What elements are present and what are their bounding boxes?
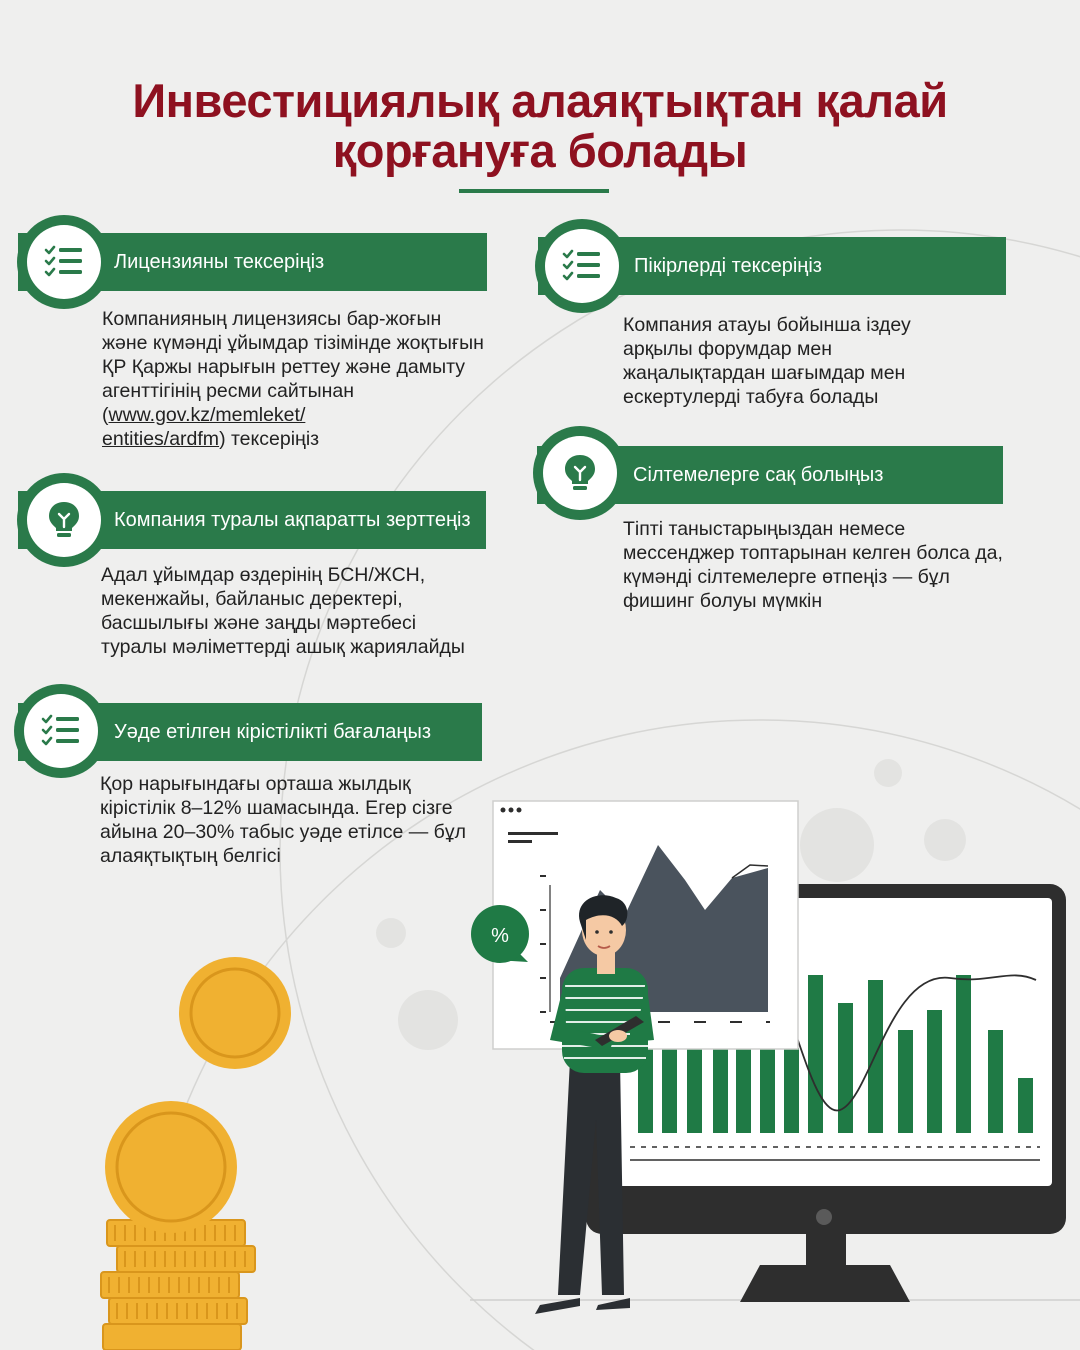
card-heading: Сілтемелерге сақ болыңыз (633, 463, 884, 486)
title-underline (459, 189, 609, 193)
card-icon-circle (17, 473, 111, 567)
svg-text:%: % (491, 925, 509, 947)
card-icon-circle (14, 684, 108, 778)
card-heading: Лицензияны тексеріңіз (114, 250, 325, 273)
checklist-icon (44, 245, 84, 279)
card-icon-circle (17, 215, 111, 309)
checklist-icon (41, 714, 81, 748)
card-icon-circle (533, 426, 627, 520)
coin-stack (101, 1220, 255, 1350)
card-description: Тіпті таныстарыңыздан немесе мессенджер топтарынан келген болса да, күмәнді сілтемелерге өтпеңіз — бұл фишинг болуы мүмкін (623, 518, 1003, 612)
card-description: Қор нарығындағы орташа жылдық кірістілік 8–12% шамасында. Егер сізге айына 20–30% табыс уәде етілсе — бұл алаяқтықтың белгісі (100, 773, 466, 867)
percent-badge (471, 905, 529, 963)
card-description: Компания атауы бойынша іздеу арқылы форумдар мен жаңалықтардан шағымдар мен ескертулерді табуға болады (623, 314, 911, 408)
analytics-illustration (470, 790, 1080, 1330)
card-heading: Компания туралы ақпаратты зерттеңіз (114, 508, 471, 531)
card-description: Адал ұйымдар өздерінің БСН/ЖСН, мекенжайы, байланыс деректері, басшылығы және заңды мәртебесі туралы мәліметтерді ашық жариялайды (101, 564, 465, 658)
card-heading: Уәде етілген кірістілікті бағалаңыз (114, 720, 432, 743)
page-title: Инвестициялық алаяқтықтан қалай қорғануға болады (132, 74, 948, 177)
card-icon-circle (535, 219, 629, 313)
lightbulb-icon (563, 453, 597, 493)
card-description: Компанияның лицензиясы бар-жоғын және күмәнді ұйымдар тізімінде жоқтығын ҚР Қаржы нарығын реттеу және дамыту агенттігінің ресми сайтынан (www.gov.kz/memleket/ entities/ardfm) тексеріңіз (102, 308, 484, 450)
ardfm-link[interactable]: www.gov.kz/memleket/ (108, 404, 306, 426)
stack-top-coin (105, 1101, 237, 1233)
checklist-icon (562, 249, 602, 283)
lightbulb-icon (47, 500, 81, 540)
floating-coin (179, 957, 291, 1069)
coins-illustration (95, 955, 295, 1350)
ardfm-link-continued[interactable]: entities/ardfm (102, 428, 220, 450)
card-heading: Пікірлерді тексеріңіз (634, 254, 822, 277)
